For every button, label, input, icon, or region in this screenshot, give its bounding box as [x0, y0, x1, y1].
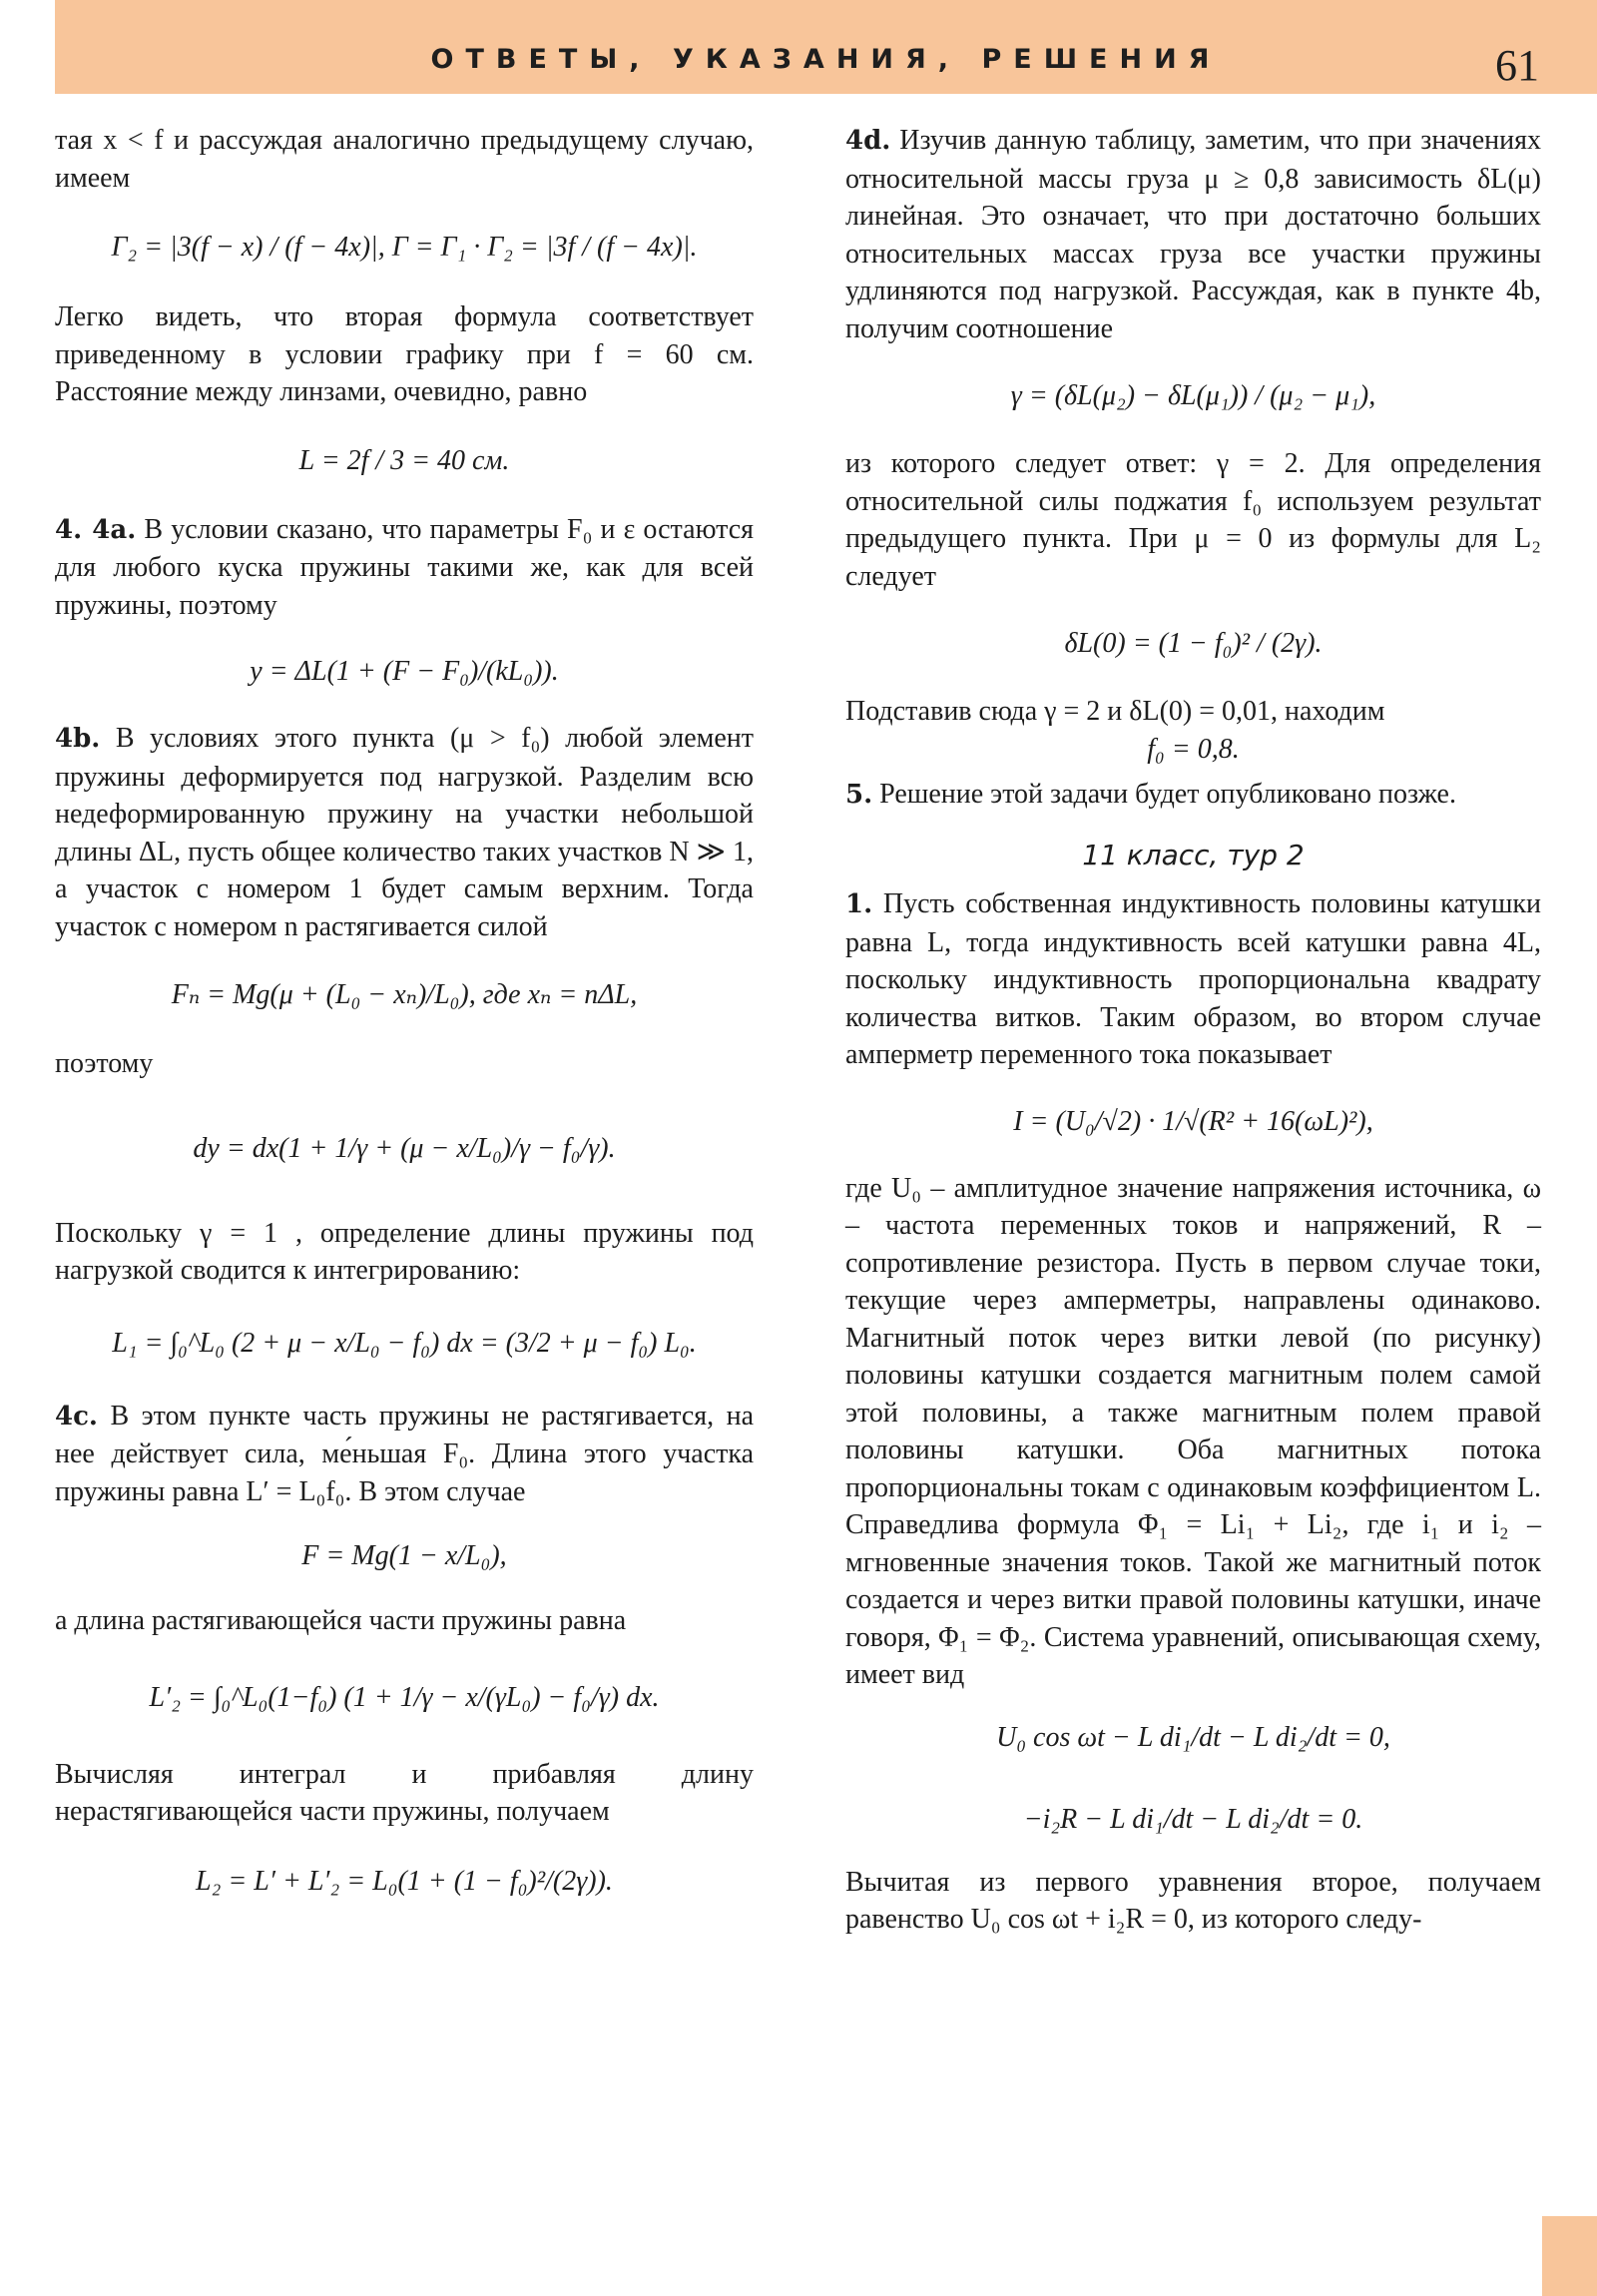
equation-system-2: −i₂R − L di₁/dt − L di₂/dt = 0. [1023, 1803, 1363, 1835]
equation-gamma-ratio: γ = (δL(μ₂) − δL(μ₁)) / (μ₂ − μ₁), [1010, 380, 1376, 412]
page-number: 61 [1495, 41, 1539, 90]
equation-system-1: U₀ cos ωt − L di₁/dt − L di₂/dt = 0, [996, 1721, 1390, 1753]
paragraph-text: В условии сказано, что параметры F₀ и ε остаются для любого куска пружины такими же, как для всей пружины, поэтому [55, 513, 754, 621]
equation-L: L = 2f / 3 = 40 см. [298, 444, 510, 476]
paragraph: Подставив сюда γ = 2 и δL(0) = 0,01, находим [845, 696, 1385, 727]
right-column [845, 122, 1541, 1939]
equation-gamma: Γ₂ = |3(f − x) / (f − 4x)|, Γ = Γ₁ · Γ₂ = |3f / (f − 4x)|. [111, 232, 698, 264]
equation-I: I = (U₀/√2) · 1/√(R² + 16(ωL)²), [1013, 1105, 1373, 1137]
paragraph-text: В этом пункте часть пружины не растягивается, на нее действует сила, ме́ньшая F₀. Длина этого участка пружины равна L′ = L₀f₀. В этом случае [55, 1400, 754, 1507]
paragraph: а длина растягивающейся части пружины равна [55, 1605, 627, 1636]
section-heading: 11 класс, тур 2 [1082, 838, 1305, 871]
paragraph: из которого следует ответ: γ = 2. Для определения относительной силы поджатия f₀ используем результат предыдущего пункта. При μ = 0 из формулы для L₂ следует [845, 448, 1541, 592]
paragraph: Вычитая из первого уравнения второе, получаем равенство U₀ cos ωt + i₂R = 0, из которого следу- [845, 1866, 1541, 1935]
problem-label: 1. [845, 889, 873, 919]
problem-label: 4. 4a. [55, 514, 137, 545]
equation-f0: f₀ = 0,8. [1147, 733, 1240, 765]
paragraph-5 [845, 776, 1541, 815]
paragraph-4a [55, 511, 754, 625]
paragraph-text: Изучив данную таблицу, заметим, что при значениях относительной массы груза μ ≥ 0,8 зависимость δL(μ) линейная. Это означает, что при достаточно больших относительных массах груза все участки пружины удлиняются под нагрузкой. Рассуждая, как в пункте 4b, получим соотношение [845, 125, 1541, 344]
page-header [55, 0, 1597, 94]
equation-L2-prime: L′₂ = ∫₀^L₀(1−f₀) (1 + 1/γ − x/(γL₀) − f₀/γ) dx. [149, 1681, 660, 1713]
equation-dL0: δL(0) = (1 − f₀)² / (2γ). [1064, 628, 1323, 660]
paragraph-text: В условиях этого пункта (μ > f₀) любой элемент пружины деформируется под нагрузкой. Разделим всю недеформированную пружину на участки небольшой длины ΔL, пусть общее количество таких участков N ≫ 1, а участок с номером 1 будет самым верхним. Тогда участок с номером n растягивается силой [55, 723, 755, 942]
problem-label: 4c. [55, 1401, 98, 1432]
paragraph-4b [55, 720, 754, 945]
running-title: ОТВЕТЫ, УКАЗАНИЯ, РЕШЕНИЯ [430, 44, 1222, 75]
paragraph: где U₀ – амплитудное значение напряжения источника, ω – частота переменных токов и напряжений, R – сопротивление резистора. Пусть в первом случае токи, текущие через амперметры, направлены одинаково. Магнитный поток через витки левой (по рисунку) половины катушки создается магнитным полем самой этой половины, а также магнитным полем правой половины катушки. Оба магнитных потока пропорциональны токам с одинаковым коэффициентом L. Справедлива формула Φ₁ = Li₁ + Li₂, где i₁ и i₂ – мгновенные значения токов. Такой же магнитный поток создается и через витки правой половины катушки, иначе говоря, Φ₁ = Φ₂. Система уравнений, описывающая схему, имеет вид [845, 1172, 1541, 1690]
paragraph-text: Пусть собственная индуктивность половины катушки равна L, тогда индуктивность всей катушки равна 4L, поскольку индуктивность пропорциональна квадрату количества витков. Таким образом, во втором случае амперметр переменного тока показывает [845, 888, 1541, 1070]
problem-label: 4b. [55, 724, 101, 754]
paragraph: поэтому [55, 1048, 154, 1079]
problem-label: 4d. [845, 126, 891, 156]
problem-label: 5. [845, 780, 873, 810]
equation-L1: L₁ = ∫₀^L₀ (2 + μ − x/L₀ − f₀) dx = (3/2 + μ − f₀) L₀. [112, 1327, 697, 1359]
paragraph: Поскольку γ = 1 , определение длины пружины под нагрузкой сводится к интегрированию: [55, 1217, 754, 1286]
paragraph-4c [55, 1398, 754, 1511]
equation-y: y = ΔL(1 + (F − F₀)/(kL₀)). [250, 656, 559, 688]
paragraph-4d [845, 122, 1541, 347]
equation-F: F = Mg(1 − x/L₀), [301, 1540, 507, 1572]
paragraph: Вычисляя интеграл и прибавляя длину нерастягивающейся части пружины, получаем [55, 1758, 754, 1827]
equation-Fn: Fₙ = Mg(μ + (L₀ − xₙ)/L₀), где xₙ = nΔL, [171, 979, 638, 1011]
left-column [55, 122, 754, 1933]
paragraph: Легко видеть, что вторая формула соответствует приведенному в условии графику при f = 60 см. Расстояние между линзами, очевидно, равно [55, 301, 754, 407]
equation-dy: dy = dx(1 + 1/γ + (μ − x/L₀)/γ − f₀/γ). [193, 1132, 616, 1164]
page-edge-tab [1542, 2216, 1597, 2296]
paragraph: тая x < f и рассуждая аналогично предыдущему случаю, имеем [55, 125, 754, 194]
paragraph-11-1 [845, 885, 1541, 1074]
paragraph-text: Решение этой задачи будет опубликовано позже. [879, 779, 1456, 810]
equation-L2: L₂ = L′ + L′₂ = L₀(1 + (1 − f₀)²/(2γ)). [196, 1865, 613, 1897]
